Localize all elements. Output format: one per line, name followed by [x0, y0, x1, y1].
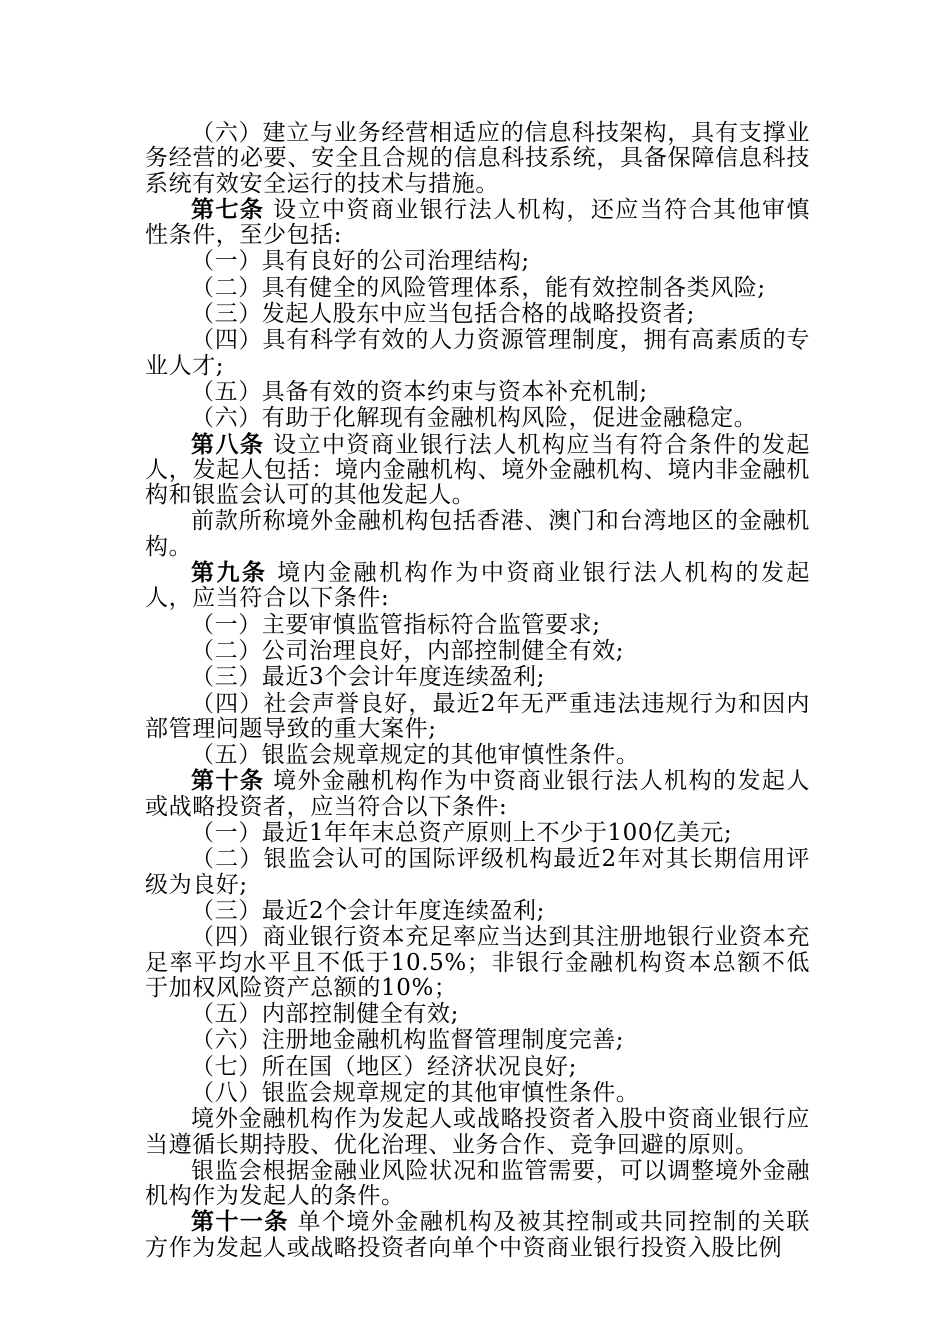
paragraph	[145, 898, 810, 924]
paragraph-text: 境外金融机构作为中资商业银行法人机构的发起人或战略投资者，应当符合以下条件:	[145, 768, 810, 820]
paragraph	[145, 1027, 810, 1053]
paragraph	[145, 768, 810, 820]
paragraph	[145, 301, 810, 327]
article-number: 第八条	[191, 430, 265, 458]
paragraph-text: （二）公司治理良好，内部控制健全有效;	[191, 637, 625, 664]
paragraph-text: （二）银监会认可的国际评级机构最近2年对其长期信用评级为良好;	[145, 846, 810, 898]
paragraph-text: （三）发起人股东中应当包括合格的战略投资者;	[191, 301, 695, 328]
paragraph-text: （一）最近1年年末总资产原则上不少于100亿美元;	[191, 820, 733, 847]
paragraph-text: （六）建立与业务经营相适应的信息科技架构，具有支撑业务经营的必要、安全且合规的信息科技系统，具备保障信息科技系统有效安全运行的技术与措施。	[145, 120, 810, 197]
paragraph	[145, 508, 810, 560]
paragraph	[145, 248, 810, 274]
paragraph-text: （二）具有健全的风险管理体系，能有效控制各类风险;	[191, 274, 766, 301]
paragraph	[145, 432, 810, 509]
paragraph-text: 单个境外金融机构及被其控制或共同控制的关联方作为发起人或战略投资者向单个中资商业银行投资入股比例	[145, 1209, 810, 1261]
paragraph	[145, 924, 810, 1001]
paragraph	[145, 327, 810, 379]
paragraph-text: （五）银监会规章规定的其他审慎性条件。	[191, 742, 640, 769]
paragraph	[145, 1080, 810, 1106]
paragraph	[145, 1106, 810, 1158]
paragraph-text: （四）社会声誉良好，最近2年无严重违法违规行为和因内部管理问题导致的重大案件;	[145, 690, 810, 742]
paragraph-text: （四）具有科学有效的人力资源管理制度，拥有高素质的专业人才;	[145, 327, 810, 379]
paragraph	[145, 1158, 810, 1210]
paragraph-text: （六）有助于化解现有金融机构风险，促进金融稳定。	[191, 405, 758, 432]
article-number: 第九条	[191, 559, 268, 587]
paragraph-text: 设立中资商业银行法人机构应当有符合条件的发起人，发起人包括：境内金融机构、境外金融机构、境内非金融机构和银监会认可的其他发起人。	[145, 431, 810, 509]
paragraph	[145, 379, 810, 405]
paragraph	[145, 638, 810, 664]
paragraph-text: （三）最近3个会计年度连续盈利;	[191, 664, 545, 691]
paragraph-text: （七）所在国（地区）经济状况良好;	[191, 1053, 577, 1080]
paragraph-text: 银监会根据金融业风险状况和监管需要，可以调整境外金融机构作为发起人的条件。	[145, 1157, 810, 1210]
paragraph	[145, 612, 810, 638]
paragraph-text: （五）具备有效的资本约束与资本补充机制;	[191, 378, 648, 405]
paragraph-text: （八）银监会规章规定的其他审慎性条件。	[191, 1079, 640, 1106]
paragraph-text: 设立中资商业银行法人机构，还应当符合其他审慎性条件，至少包括:	[145, 196, 810, 249]
paragraph	[145, 742, 810, 768]
paragraph-text: （一）具有良好的公司治理结构;	[191, 248, 530, 275]
paragraph-text: （六）注册地金融机构监督管理制度完善;	[191, 1027, 625, 1054]
paragraph	[145, 820, 810, 846]
article-number: 第十一条	[191, 1208, 289, 1236]
paragraph	[145, 691, 810, 743]
regulation-text	[145, 120, 810, 1261]
paragraph	[145, 1001, 810, 1027]
paragraph-text: （一）主要审慎监管指标符合监管要求;	[191, 611, 601, 638]
paragraph	[145, 275, 810, 301]
paragraph	[145, 1209, 810, 1261]
paragraph-text: 前款所称境外金融机构包括香港、澳门和台湾地区的金融机构。	[145, 508, 810, 560]
paragraph-text: 境内金融机构作为中资商业银行法人机构的发起人，应当符合以下条件:	[145, 560, 810, 612]
paragraph-text: （五）内部控制健全有效;	[191, 1001, 459, 1028]
paragraph	[145, 560, 810, 612]
paragraph-text: （三）最近2个会计年度连续盈利;	[191, 897, 545, 924]
paragraph	[145, 1054, 810, 1080]
paragraph	[145, 405, 810, 431]
paragraph	[145, 120, 810, 197]
paragraph-text: （四）商业银行资本充足率应当达到其注册地银行业资本充足率平均水平且不低于10.5%；非银行金融机构资本总额不低于加权风险资产总额的10%；	[145, 924, 810, 1001]
paragraph	[145, 664, 810, 690]
paragraph	[145, 197, 810, 249]
paragraph	[145, 846, 810, 898]
paragraph-text: 境外金融机构作为发起人或战略投资者入股中资商业银行应当遵循长期持股、优化治理、业务合作、竞争回避的原则。	[145, 1106, 810, 1158]
article-number: 第十条	[191, 767, 265, 795]
article-number: 第七条	[191, 195, 265, 223]
